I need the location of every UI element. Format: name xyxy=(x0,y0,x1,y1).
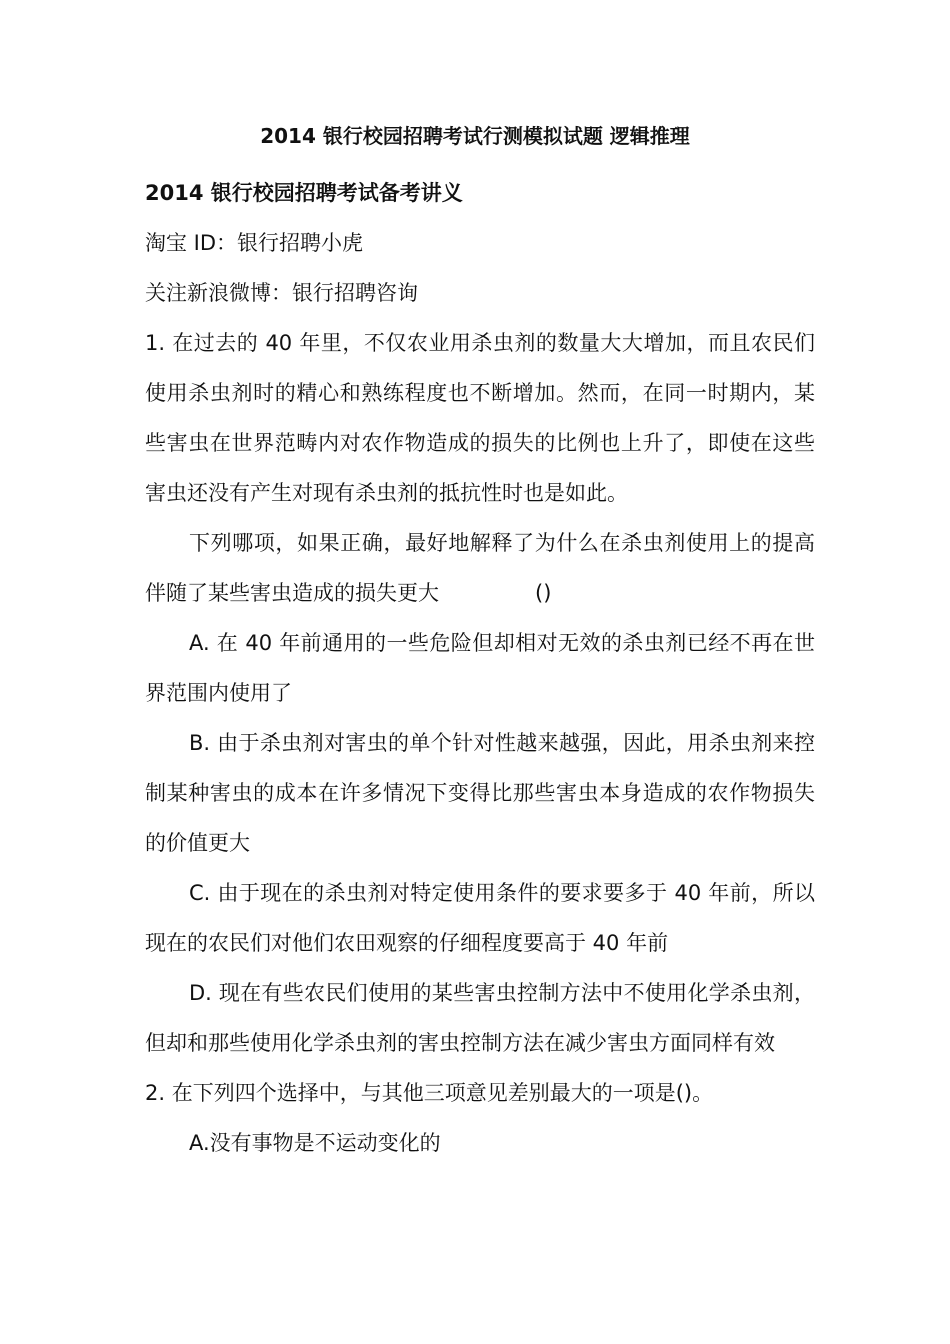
document-body xyxy=(145,168,815,1168)
weibo-line: 关注新浪微博：银行招聘咨询 xyxy=(145,281,418,305)
question-1-prompt xyxy=(145,518,815,618)
option-c: C. 由于现在的杀虫剂对特定使用条件的要求要多于 40 年前，所以现在的农民们对他们农田观察的仔细程度要高于 40 年前 xyxy=(145,881,815,955)
question-1 xyxy=(145,318,815,1068)
option-d: D. 现在有些农民们使用的某些害虫控制方法中不使用化学杀虫剂，但却和那些使用化学杀虫剂的害虫控制方法在减少害虫方面同样有效 xyxy=(145,981,815,1055)
answer-blank: () xyxy=(535,581,552,605)
question-number: 2. xyxy=(145,1081,166,1105)
question-1-passage xyxy=(145,318,815,518)
question-2-prompt xyxy=(145,1068,815,1118)
question-text: 下列哪项，如果正确，最好地解释了为什么在杀虫剂使用上的提高伴随了某些害虫造成的损失更大 xyxy=(145,531,815,605)
document-title: 2014 银行校园招聘考试行测模拟试题 逻辑推理 xyxy=(260,124,690,148)
question-text: 在下列四个选择中，与其他三项意见差别最大的一项是()。 xyxy=(171,1081,714,1105)
passage-text: 在过去的 40 年里，不仅农业用杀虫剂的数量大大增加，而且农民们使用杀虫剂时的精心和熟练程度也不断增加。然而，在同一时期内，某些害虫在世界范畴内对农作物造成的损失的比例也上升了，即使在这些害虫还没有产生对现有杀虫剂的抵抗性时也是如此。 xyxy=(145,331,815,505)
option-b: B. 由于杀虫剂对害虫的单个针对性越来越强，因此，用杀虫剂来控制某种害虫的成本在许多情况下变得比那些害虫本身造成的农作物损失的价值更大 xyxy=(145,731,815,855)
option-a: A. 在 40 年前通用的一些危险但却相对无效的杀虫剂已经不再在世界范围内使用了 xyxy=(145,631,815,705)
handout-subtitle: 2014 银行校园招聘考试备考讲义 xyxy=(145,181,463,205)
question-number: 1. xyxy=(145,331,166,355)
question-2 xyxy=(145,1068,815,1168)
option-a: A.没有事物是不运动变化的 xyxy=(189,1131,441,1155)
taobao-id-line: 淘宝 ID：银行招聘小虎 xyxy=(145,231,364,255)
